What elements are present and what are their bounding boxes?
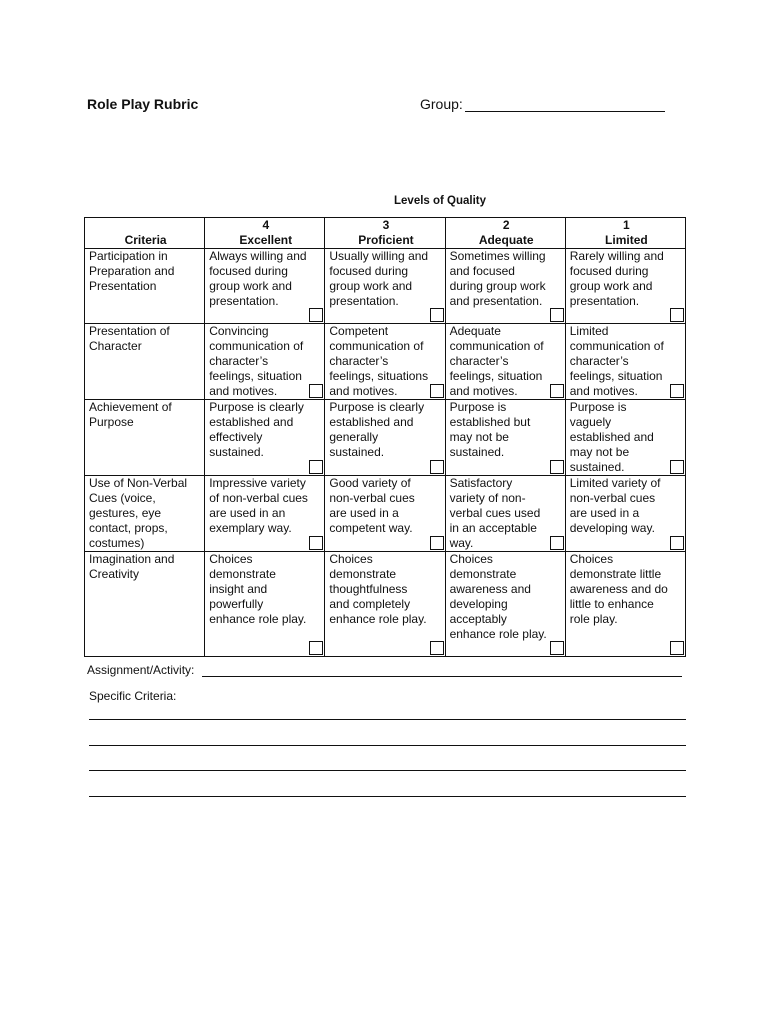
score-checkbox[interactable]: [550, 308, 564, 322]
rubric-cell: Good variety of non-verbal cues are used in a competent way.: [325, 476, 445, 552]
criteria-header: Criteria: [85, 218, 205, 249]
rubric-cell: Choices demonstrate little awareness and do little to enhance role play.: [565, 552, 685, 657]
table-header-row: [85, 218, 686, 249]
table-row: [85, 249, 686, 324]
level-header-limited: 1 Limited: [565, 218, 685, 249]
level-header-proficient: 3 Proficient: [325, 218, 445, 249]
rubric-cell: Usually willing and focused during group work and presentation.: [325, 249, 445, 324]
rubric-cell: Purpose is established but may not be sustained.: [445, 400, 565, 476]
score-checkbox[interactable]: [309, 641, 323, 655]
table-row: [85, 400, 686, 476]
level-header-adequate: 2 Adequate: [445, 218, 565, 249]
score-checkbox[interactable]: [430, 641, 444, 655]
specific-criteria-label: Specific Criteria:: [89, 689, 177, 703]
rubric-cell: Convincing communication of character’s feelings, situation and motives.: [205, 324, 325, 400]
score-checkbox[interactable]: [550, 384, 564, 398]
rubric-cell: Choices demonstrate awareness and developing acceptably enhance role play.: [445, 552, 565, 657]
rubric-cell: Purpose is clearly established and effectively sustained.: [205, 400, 325, 476]
rubric-cell: Purpose is clearly established and generally sustained.: [325, 400, 445, 476]
rubric-cell: Impressive variety of non-verbal cues are used in an exemplary way.: [205, 476, 325, 552]
score-checkbox[interactable]: [670, 641, 684, 655]
specific-criteria-line[interactable]: [89, 796, 686, 797]
table-row: [85, 476, 686, 552]
rubric-cell: Adequate communication of character’s feelings, situation and motives.: [445, 324, 565, 400]
criterion-cell: Presentation of Character: [85, 324, 205, 400]
score-checkbox[interactable]: [670, 460, 684, 474]
group-blank-line[interactable]: [465, 97, 665, 112]
rubric-cell: Always willing and focused during group work and presentation.: [205, 249, 325, 324]
specific-criteria-line[interactable]: [89, 770, 686, 771]
assignment-field: [87, 663, 682, 677]
score-checkbox[interactable]: [550, 460, 564, 474]
score-checkbox[interactable]: [550, 536, 564, 550]
assignment-blank-line[interactable]: [202, 663, 682, 677]
levels-of-quality-heading: Levels of Quality: [394, 195, 487, 207]
table-row: [85, 324, 686, 400]
rubric-cell: Limited variety of non-verbal cues are used in a developing way.: [565, 476, 685, 552]
score-checkbox[interactable]: [430, 536, 444, 550]
criterion-cell: Use of Non-Verbal Cues (voice, gestures, eye contact, props, costumes): [85, 476, 205, 552]
rubric-cell: Rarely willing and focused during group work and presentation.: [565, 249, 685, 324]
score-checkbox[interactable]: [430, 308, 444, 322]
page-title: Role Play Rubric: [87, 96, 199, 112]
group-label: Group:: [420, 96, 463, 112]
score-checkbox[interactable]: [309, 384, 323, 398]
rubric-cell: Choices demonstrate insight and powerfully enhance role play.: [205, 552, 325, 657]
score-checkbox[interactable]: [309, 460, 323, 474]
rubric-cell: Choices demonstrate thoughtfulness and completely enhance role play.: [325, 552, 445, 657]
rubric-cell: Purpose is vaguely established and may not be sustained.: [565, 400, 685, 476]
level-header-excellent: 4 Excellent: [205, 218, 325, 249]
group-field: [420, 96, 665, 112]
score-checkbox[interactable]: [550, 641, 564, 655]
score-checkbox[interactable]: [430, 460, 444, 474]
score-checkbox[interactable]: [309, 536, 323, 550]
rubric-cell: Limited communication of character’s feelings, situation and motives.: [565, 324, 685, 400]
assignment-label: Assignment/Activity:: [87, 663, 195, 677]
criterion-cell: Imagination and Creativity: [85, 552, 205, 657]
rubric-cell: Satisfactory variety of non-verbal cues used in an acceptable way.: [445, 476, 565, 552]
rubric-cell: Sometimes willing and focused during group work and presentation.: [445, 249, 565, 324]
score-checkbox[interactable]: [670, 536, 684, 550]
criterion-cell: Participation in Preparation and Presentation: [85, 249, 205, 324]
score-checkbox[interactable]: [309, 308, 323, 322]
criterion-cell: Achievement of Purpose: [85, 400, 205, 476]
rubric-table: [84, 217, 686, 657]
rubric-cell: Competent communication of character’s feelings, situations and motives.: [325, 324, 445, 400]
table-row: [85, 552, 686, 657]
specific-criteria-line[interactable]: [89, 719, 686, 720]
score-checkbox[interactable]: [670, 384, 684, 398]
score-checkbox[interactable]: [670, 308, 684, 322]
specific-criteria-line[interactable]: [89, 745, 686, 746]
score-checkbox[interactable]: [430, 384, 444, 398]
